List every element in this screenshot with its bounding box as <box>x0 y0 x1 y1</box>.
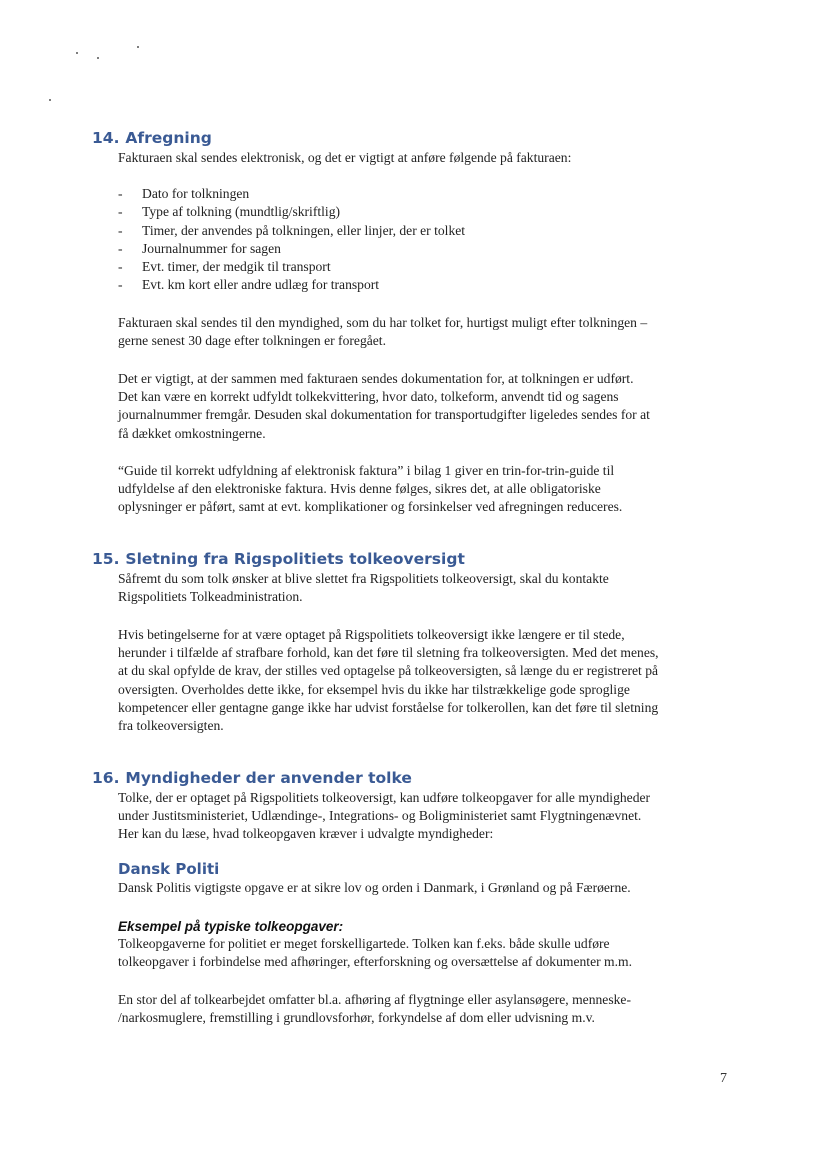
section-14-heading <box>92 129 212 147</box>
text-line: oversigten. Overholdes dette ikke, for eksempel hvis du ikke har tilstrækkelige gode sproglige <box>118 681 630 697</box>
text-line: tolkeopgaver i forbindelse med afhøringer, efterforskning og oversættelse af dokumenter m.m. <box>118 954 632 970</box>
text-line: oplysninger er påført, samt at evt. komplikationer og forsinkelser ved afregningen reduceres. <box>118 499 623 515</box>
section-14-paragraph-2 <box>118 370 740 443</box>
section-16-heading <box>92 769 412 787</box>
example-heading: Eksempel på typiske tolkeopgaver: <box>118 919 344 934</box>
list-item: - Timer, der anvendes på tolkningen, eller linjer, der er tolket <box>118 222 466 238</box>
scan-speck <box>76 52 78 54</box>
invoice-requirements-list <box>118 185 465 295</box>
section-16-paragraph-1 <box>118 789 740 844</box>
text-line: under Justitsministeriet, Udlændinge-, Integrations- og Boligministeriet samt Flygtningenævnet. <box>118 808 642 824</box>
list-item: - Evt. km kort eller andre udlæg for transport <box>118 277 380 293</box>
text-line: Dansk Politis vigtigste opgave er at sikre lov og orden i Danmark, i Grønland og på Færøerne. <box>118 880 631 895</box>
dansk-politi-heading: Dansk Politi <box>118 860 220 878</box>
dansk-politi-paragraph <box>118 879 740 897</box>
text-line: gerne senest 30 dage efter tolkningen er foregået. <box>118 333 386 349</box>
text-line: at du skal opfylde de krav, der stilles ved optagelse på tolkeoversigten, så længe du er registreret på <box>118 663 659 679</box>
scan-speck <box>137 46 139 48</box>
section-title: Sletning fra Rigspolitiets tolkeoversigt <box>125 550 465 568</box>
text-line: Tolke, der er optaget på Rigspolitiets tolkeoversigt, kan udføre tolkeopgaver for alle myndigheder <box>118 790 651 805</box>
section-number: 14. <box>92 129 120 147</box>
text-line: Det kan være en korrekt udfyldt tolkekvittering, hvor dato, tolkeform, anvendt tid og sagens <box>118 389 619 405</box>
text-line: “Guide til korrekt udfyldning af elektronisk faktura” i bilag 1 giver en trin-for-trin-guide til <box>118 463 615 478</box>
text-line: Rigspolitiets Tolkeadministration. <box>118 589 303 605</box>
section-number: 15. <box>92 550 120 568</box>
section-15-paragraph-1 <box>118 570 740 606</box>
text-line: udfyldelse af den elektroniske faktura. Hvis denne følges, sikres det, at alle obligatoriske <box>118 481 601 497</box>
list-item: - Evt. timer, der medgik til transport <box>118 259 331 275</box>
list-item: - Journalnummer for sagen <box>118 240 281 256</box>
section-15-paragraph-2 <box>118 626 740 735</box>
section-title: Afregning <box>125 129 212 147</box>
section-14-intro <box>118 149 740 167</box>
text-line: Hvis betingelserne for at være optaget på Rigspolitiets tolkeoversigt ikke længere er til stede, <box>118 627 625 642</box>
text-line: Tolkeopgaverne for politiet er meget forskelligartede. Tolken kan f.eks. både skulle udføre <box>118 936 610 951</box>
example-paragraph-1 <box>118 935 740 971</box>
text-line: Fakturaen skal sendes til den myndighed, som du har tolket for, hurtigst muligt efter tolkningen – <box>118 315 648 330</box>
section-title: Myndigheder der anvender tolke <box>125 769 412 787</box>
scan-speck <box>49 99 51 101</box>
list-item: - Dato for tolkningen <box>118 186 250 201</box>
text-line: Her kan du læse, hvad tolkeopgaven kræver i udvalgte myndigheder: <box>118 826 494 842</box>
text-line: /narkosmuglere, fremstilling i grundlovsforhør, forkyndelse af dom eller udvisning m.v. <box>118 1010 595 1026</box>
text-line: journalnummer fremgår. Desuden skal dokumentation for transportudgifter ligeledes sendes for at <box>118 407 650 423</box>
text-line: Det er vigtigt, at der sammen med fakturaen sendes dokumentation for, at tolkningen er udført. <box>118 371 634 386</box>
list-item: - Type af tolkning (mundtlig/skriftlig) <box>118 204 341 220</box>
section-14-paragraph-3 <box>118 462 740 517</box>
text-line: herunder i tilfælde af strafbare forhold, kan det føre til sletning fra tolkeoversigten. Med det menes, <box>118 645 659 661</box>
text-line: kompetencer eller gentagne gange ikke har udvist forståelse for tolkerollen, kan det føre til sletning <box>118 699 659 715</box>
example-paragraph-2 <box>118 991 740 1027</box>
page-number: 7 <box>720 1071 727 1086</box>
text-line: Såfremt du som tolk ønsker at blive slettet fra Rigspolitiets tolkeoversigt, skal du kontakte <box>118 571 609 586</box>
scan-speck <box>97 57 99 59</box>
text-line: fra tolkeoversigten. <box>118 718 224 734</box>
text-line: få dækket omkostningerne. <box>118 425 266 441</box>
section-14-paragraph-1 <box>118 314 740 350</box>
section-number: 16. <box>92 769 120 787</box>
text-line: Fakturaen skal sendes elektronisk, og det er vigtigt at anføre følgende på fakturaen: <box>118 150 572 165</box>
text-line: En stor del af tolkearbejdet omfatter bl.a. afhøring af flygtninge eller asylansøgere, menneske- <box>118 992 631 1007</box>
section-15-heading <box>92 550 465 568</box>
